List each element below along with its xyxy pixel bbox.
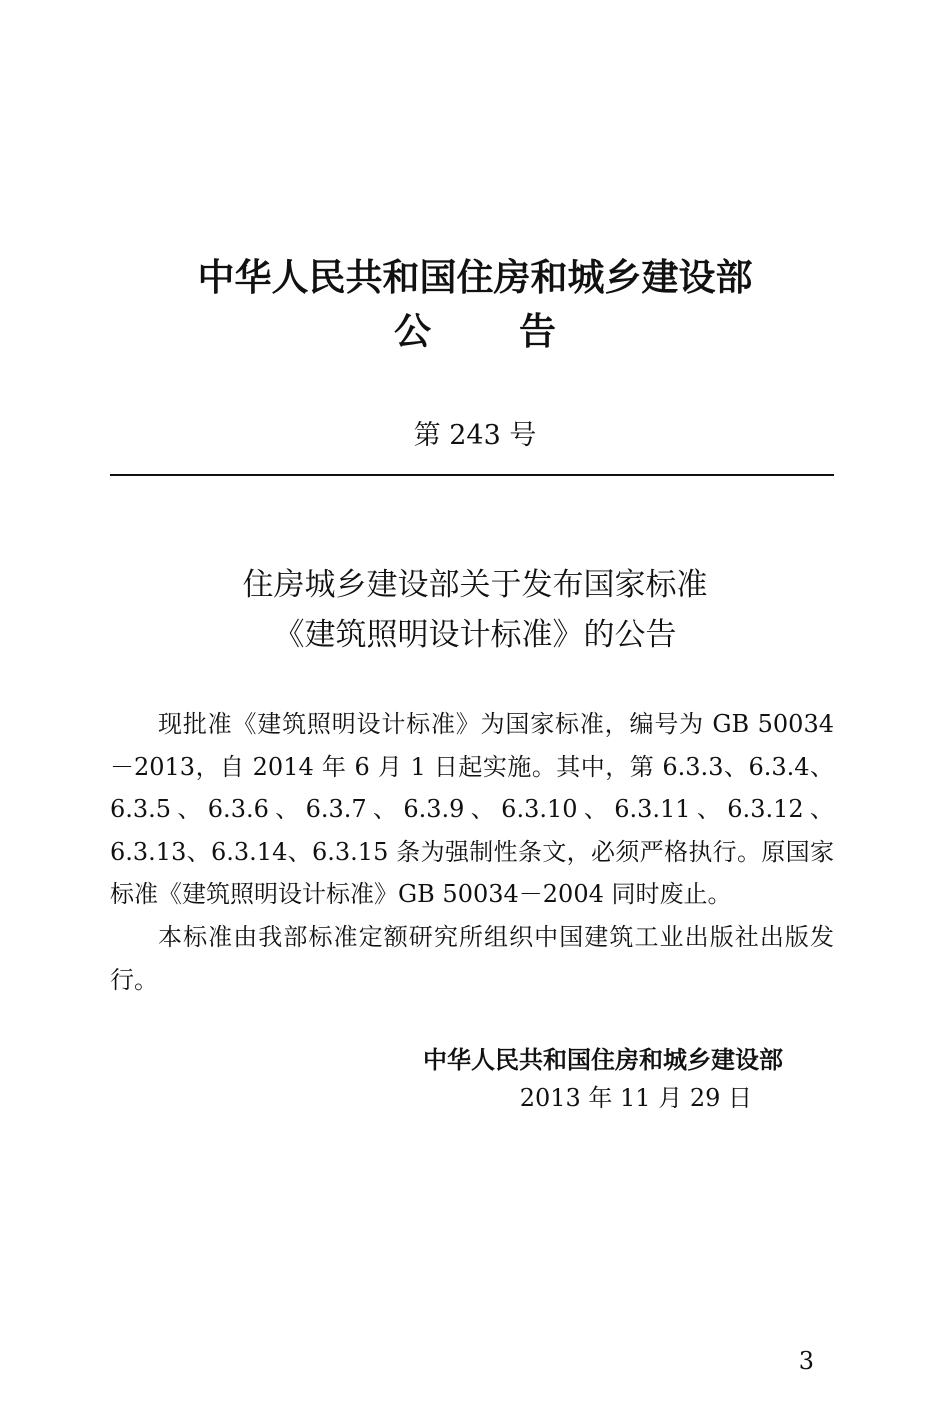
issuer-signature: 中华人民共和国住房和城乡建设部 [423, 1046, 783, 1074]
page-number: 3 [798, 1347, 814, 1375]
issue-date: 2013 年 11 月 29 日 [519, 1084, 752, 1112]
notice-label: 公告 [394, 310, 644, 353]
ministry-title: 中华人民共和国住房和城乡建设部 [197, 256, 753, 299]
document-title [0, 560, 950, 660]
body-paragraph-2: 本标准由我部标准定额研究所组织中国建筑工业出版社出版发行。 [110, 922, 834, 994]
document-title-line-2: 《建筑照明设计标准》的公告 [273, 617, 677, 653]
document-title-line-1: 住房城乡建设部关于发布国家标准 [242, 567, 708, 603]
body-paragraph-1: 现批准《建筑照明设计标准》为国家标准，编号为 GB 50034－2013，自 2014 年 6 月 1 日起实施。其中，第 6.3.3、6.3.4、6.3.5、6.3.6、6.3.7、6.3.9、6.3.10、6.3.11、6.3.12、6.3.13、6.3.14、6.3.15 条为强制性条文，必须严格执行。原国家标准《建筑照明设计标准》GB 50034－2004 同时废止。 [110, 710, 834, 909]
header-divider [110, 474, 834, 476]
notice-number: 第 243 号 [413, 420, 537, 451]
notice-body [110, 703, 834, 1001]
